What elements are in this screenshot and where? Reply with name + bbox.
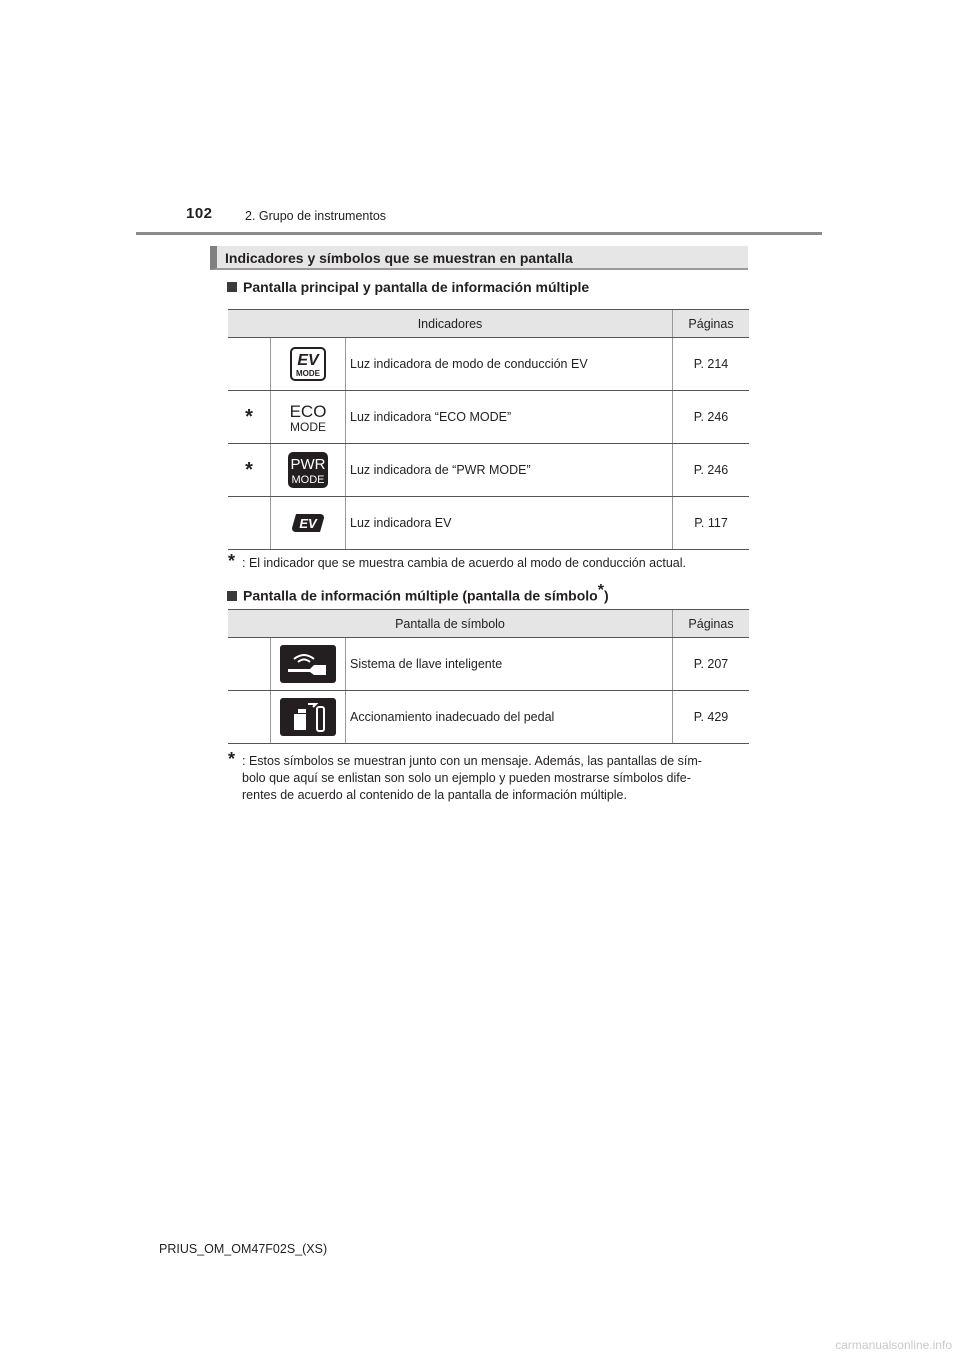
symbol-label: Sistema de llave inteligente [346,638,673,691]
ev-mode-icon-cell [271,338,346,391]
indicator-label: Luz indicadora EV [346,497,673,550]
indicator-label: Luz indicadora de modo de conducción EV [346,338,673,391]
empty-cell [228,691,271,744]
table-row [228,691,749,744]
chapter-title: 2. Grupo de instrumentos [245,209,387,223]
indicators-table-header [228,310,749,338]
pwr-mode-icon [288,452,328,488]
section-title-bar [210,246,748,270]
header-rule [136,232,822,235]
page-ref: P. 429 [673,691,750,744]
subsection-heading-2-text: Pantalla de información múltiple (pantalla de símbolo [243,587,598,604]
col-pages: Páginas [673,610,750,638]
eco-mode-icon [288,400,328,434]
col-indicators: Indicadores [228,310,673,338]
footnote-line-3: rentes de acuerdo al contenido de la pantalla de información múltiple. [242,788,627,802]
col-symbol: Pantalla de símbolo [228,610,673,638]
smart-key-icon-cell [271,638,346,691]
empty-cell [228,638,271,691]
pwr-mode-icon-cell [271,444,346,497]
footnote-line-2: bolo que aquí se enlistan son solo un ejemplo y pueden mostrarse símbolos dife- [242,771,691,785]
col-pages: Páginas [673,310,750,338]
watermark: carmanualsonline.info [835,1338,952,1352]
indicator-label: Luz indicadora de “PWR MODE” [346,444,673,497]
ev-indicator-icon [290,512,326,534]
symbol-label: Accionamiento inadecuado del pedal [346,691,673,744]
svg-text:EV: EV [297,352,319,369]
square-bullet-icon [227,282,237,292]
subsection-heading-1 [227,279,589,295]
table-row [228,497,749,550]
footnote-asterisk: * [228,749,236,769]
asterisk-cell [228,497,271,550]
footnote-line-1: : Estos símbolos se muestran junto con un mensaje. Además, las pantallas de sím- [242,754,702,768]
symbols-table [228,609,749,744]
heading-asterisk: * [597,582,604,599]
page-ref: P. 214 [673,338,750,391]
page-ref: P. 246 [673,391,750,444]
page-number: 102 [186,205,213,222]
indicator-label: Luz indicadora “ECO MODE” [346,391,673,444]
asterisk-cell: * [228,444,271,497]
svg-text:ECO: ECO [289,402,327,421]
section-title: Indicadores y símbolos que se muestran en pantalla [225,250,573,266]
subsection-heading-2 [227,582,609,604]
subsection-heading-1-text: Pantalla principal y pantalla de información múltiple [243,279,590,295]
page-ref: P. 117 [673,497,750,550]
pedal-icon [280,698,336,736]
heading-close: ) [603,587,609,604]
asterisk-cell [228,338,271,391]
table-row [228,391,749,444]
document-code: PRIUS_OM_OM47F02S_(XS) [159,1242,328,1256]
footnote-2 [228,749,749,804]
footnote-text: : El indicador que se muestra cambia de acuerdo al modo de conducción actual. [242,556,687,570]
ev-mode-icon [290,347,326,381]
asterisk-cell: * [228,391,271,444]
smart-key-icon [280,645,336,683]
svg-text:MODE: MODE [291,474,325,486]
svg-text:MODE: MODE [290,420,326,434]
square-bullet-icon [227,591,237,601]
page-ref: P. 246 [673,444,750,497]
svg-text:PWR: PWR [290,456,326,473]
svg-text:MODE: MODE [296,369,320,378]
ev-indicator-icon-cell [271,497,346,550]
eco-mode-icon-cell [271,391,346,444]
footnote-asterisk: * [228,551,236,571]
table-row [228,338,749,391]
svg-text:EV: EV [299,516,317,531]
table-row [228,638,749,691]
footnote-1 [228,551,749,572]
page-ref: P. 207 [673,638,750,691]
indicators-table [228,309,749,550]
table-row [228,444,749,497]
pedal-icon-cell [271,691,346,744]
symbols-table-header [228,610,749,638]
